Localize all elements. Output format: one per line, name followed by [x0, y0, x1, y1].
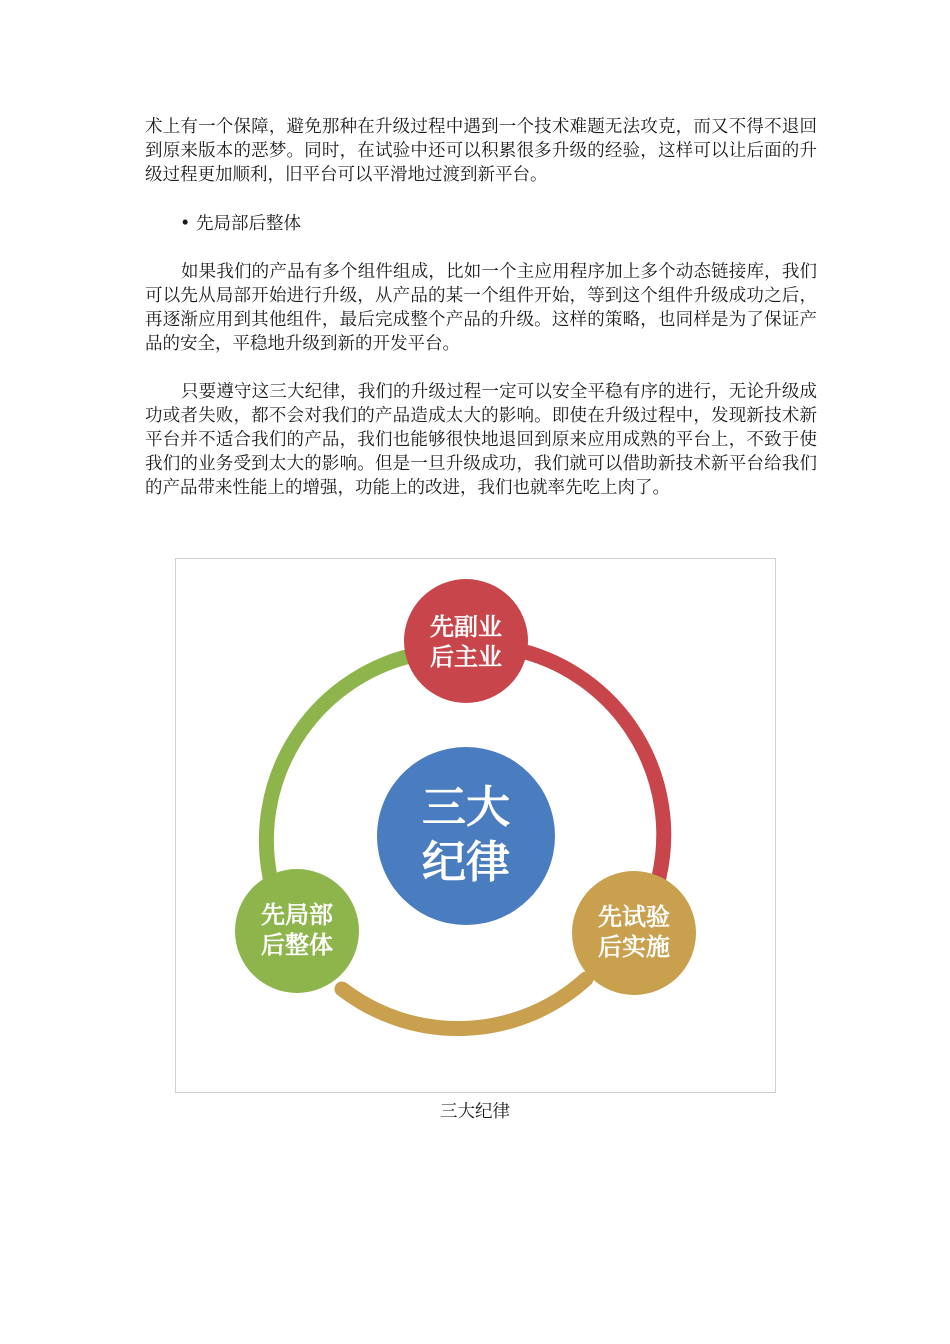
- paragraph-continued: 术上有一个保障，避免那种在升级过程中遇到一个技术难题无法攻克，而又不得不退回到原来版本的恶梦。同时，在试验中还可以积累很多升级的经验，这样可以让后面的升级过程更加顺利，旧平台可以平滑地过渡到新平台。: [145, 117, 817, 185]
- figure-frame: [175, 558, 776, 1093]
- center-label-line2: 纪律: [422, 837, 510, 888]
- paragraph-local-first: 如果我们的产品有多个组件组成，比如一个主应用程序加上多个动态链接库，我们可以先从局部开始进行升级，从产品的某一个组件开始，等到这个组件升级成功之后，再逐渐应用到其他组件，最后完成整个产品的升级。这样的策略，也同样是为了保证产品的安全，平稳地升级到新的开发平台。: [145, 262, 817, 354]
- right-label-line1: 先试验: [598, 902, 670, 931]
- left-label-line2: 后整体: [261, 930, 333, 959]
- right-label-line2: 后实施: [598, 932, 670, 961]
- three-rules-diagram: [176, 559, 775, 1092]
- bullet-item: [180, 212, 301, 236]
- paragraph-three-rules: 只要遵守这三大纪律，我们的升级过程一定可以安全平稳有序的进行，无论升级成功或者失败，都不会对我们的产品造成太大的影响。即使在升级过程中，发现新技术新平台并不适合我们的产品，我们也能够很快地退回到原来应用成熟的平台上，不致于使我们的业务受到太大的影响。但是一旦升级成功，我们就可以借助新技术新平台给我们的产品带来性能上的增强，功能上的改进，我们也就率先吃上肉了。: [145, 382, 817, 498]
- arc-gold: [342, 979, 586, 1029]
- left-label-line1: 先局部: [261, 900, 333, 929]
- center-circle: [377, 747, 555, 925]
- bullet-text: 先局部后整体: [196, 214, 301, 234]
- top-circle: [404, 579, 528, 703]
- center-label-line1: 三大: [422, 782, 510, 833]
- top-label-line2: 后主业: [430, 642, 502, 671]
- bullet-marker: •: [180, 214, 191, 234]
- figure-caption: 三大纪律: [440, 1102, 510, 1122]
- top-label-line1: 先副业: [430, 612, 502, 641]
